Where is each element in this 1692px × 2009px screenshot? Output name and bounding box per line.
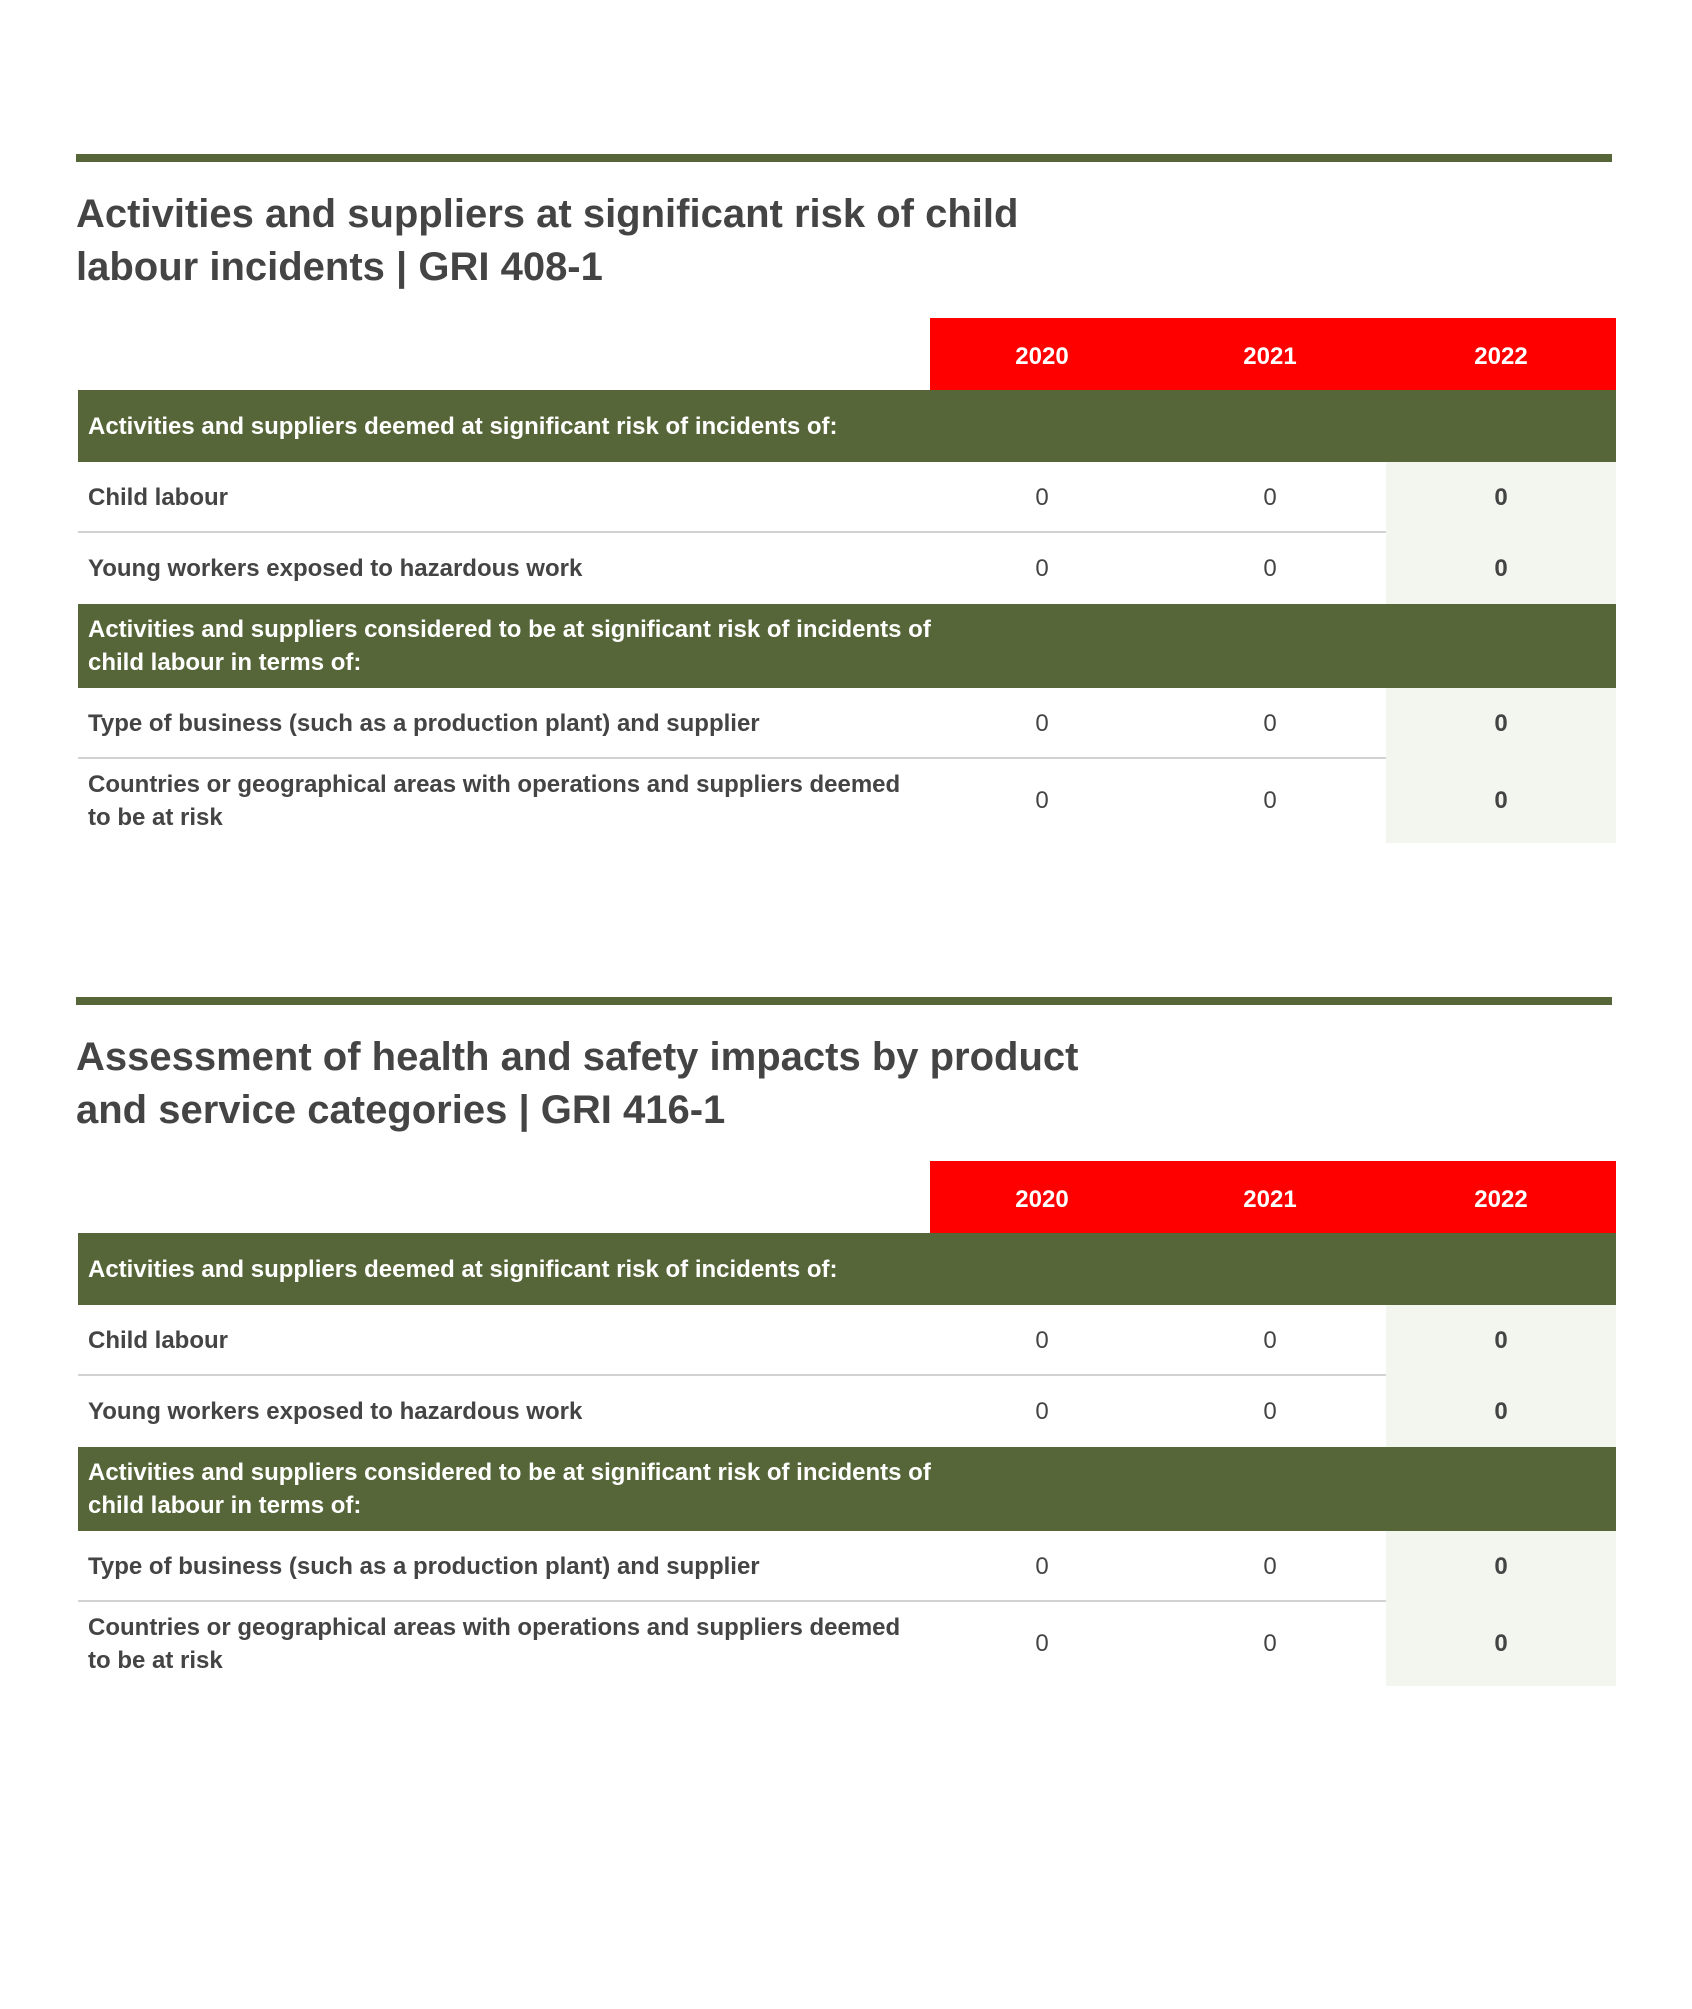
value-2021: 0 (1263, 787, 1277, 814)
year-header-row (78, 1161, 1616, 1233)
group-header-row (78, 390, 1616, 462)
value-2021: 0 (1263, 1552, 1277, 1580)
group-header-row (78, 604, 1616, 688)
section-divider (76, 997, 1612, 1005)
group-header-label: Activities and suppliers considered to be at significant risk of incidents of child labour in terms of: (88, 616, 931, 676)
year-2020-header: 2020 (1015, 343, 1069, 370)
section-title (76, 188, 1176, 294)
value-2020: 0 (1035, 1326, 1049, 1354)
row-label: Young workers exposed to hazardous work (88, 555, 583, 582)
section-title (76, 1031, 1176, 1137)
row-label: Type of business (such as a production plant) and supplier (88, 1553, 760, 1580)
value-2022: 0 (1386, 533, 1616, 604)
row-label: Type of business (such as a production plant) and supplier (88, 710, 760, 737)
value-2021: 0 (1263, 554, 1277, 582)
year-header-row (78, 318, 1616, 390)
value-2022: 0 (1386, 1531, 1616, 1602)
table-row (78, 462, 1616, 533)
value-2022: 0 (1386, 1602, 1616, 1686)
value-2021: 0 (1263, 709, 1277, 737)
group-header-row (78, 1447, 1616, 1531)
row-label: Young workers exposed to hazardous work (88, 1398, 583, 1425)
row-label: Child labour (88, 484, 228, 511)
title-line-1: Assessment of health and safety impacts by product (76, 1035, 1079, 1079)
group-header-label: Activities and suppliers considered to be at significant risk of incidents of child labour in terms of: (88, 1459, 931, 1519)
section-divider (76, 154, 1612, 162)
title-line-2: labour incidents | GRI 408-1 (76, 245, 603, 289)
year-2021-header: 2021 (1243, 343, 1297, 370)
table-row (78, 688, 1616, 759)
row-label: Child labour (88, 1327, 228, 1354)
data-table (78, 318, 1616, 843)
value-2022: 0 (1386, 759, 1616, 843)
value-2020: 0 (1035, 787, 1049, 814)
group-header-label: Activities and suppliers deemed at significant risk of incidents of: (88, 1255, 838, 1283)
group-header-label: Activities and suppliers deemed at significant risk of incidents of: (88, 412, 838, 440)
year-2022-header: 2022 (1474, 1186, 1528, 1213)
table-row (78, 759, 1616, 843)
year-2021-header: 2021 (1243, 1186, 1297, 1213)
value-2021: 0 (1263, 483, 1277, 511)
year-header (930, 1161, 1616, 1233)
table-row (78, 533, 1616, 604)
value-2020: 0 (1035, 1552, 1049, 1580)
value-2021: 0 (1263, 1397, 1277, 1425)
title-line-2: and service categories | GRI 416-1 (76, 1088, 726, 1132)
table-row (78, 1531, 1616, 1602)
section-gri-408-1 (76, 154, 1616, 831)
group-header-row (78, 1233, 1616, 1305)
row-label: Countries or geographical areas with operations and suppliers deemed to be at risk (88, 1614, 901, 1674)
value-2021: 0 (1263, 1630, 1277, 1657)
year-2020-header: 2020 (1015, 1186, 1069, 1213)
year-header (930, 318, 1616, 390)
year-2022-header: 2022 (1474, 343, 1528, 370)
value-2020: 0 (1035, 483, 1049, 511)
value-2022: 0 (1386, 1376, 1616, 1447)
value-2022: 0 (1386, 462, 1616, 533)
value-2020: 0 (1035, 554, 1049, 582)
row-label: Countries or geographical areas with operations and suppliers deemed to be at risk (88, 771, 901, 831)
data-table (78, 1161, 1616, 1686)
value-2020: 0 (1035, 709, 1049, 737)
value-2021: 0 (1263, 1326, 1277, 1354)
title-line-1: Activities and suppliers at significant risk of child (76, 192, 1019, 236)
table-row (78, 1602, 1616, 1686)
section-gri-416-1 (76, 997, 1616, 1674)
value-2022: 0 (1386, 1305, 1616, 1376)
table-row (78, 1376, 1616, 1447)
table-row (78, 1305, 1616, 1376)
value-2020: 0 (1035, 1397, 1049, 1425)
value-2022: 0 (1386, 688, 1616, 759)
value-2020: 0 (1035, 1630, 1049, 1657)
